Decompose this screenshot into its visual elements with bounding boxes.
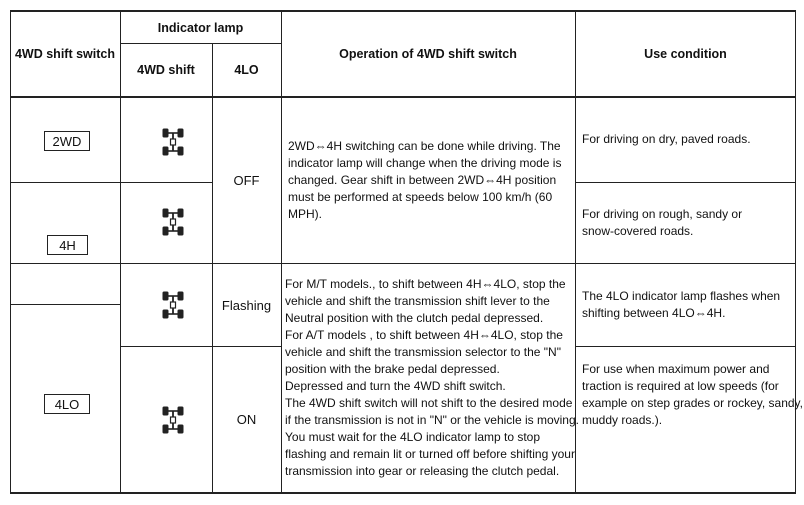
text-line: For driving on dry, paved roads. bbox=[582, 132, 751, 146]
text-line: flashing and remain lit or turned off before shifting your bbox=[285, 447, 575, 461]
header-shift-switch: 4WD shift switch bbox=[14, 47, 115, 61]
text-line: For driving on rough, sandy or bbox=[582, 207, 743, 221]
4wd-shift-table bbox=[10, 10, 804, 494]
text-line: vehicle and shift the transmission shift lever to the bbox=[285, 294, 550, 308]
text-line: muddy roads.). bbox=[582, 413, 663, 427]
use-condition-4h bbox=[575, 183, 796, 263]
use-condition-flashing bbox=[575, 264, 796, 346]
4wd-drivetrain-icon bbox=[161, 207, 185, 237]
row-divider-switch bbox=[10, 304, 120, 305]
text-line: The 4LO indicator lamp flashes when bbox=[582, 289, 781, 303]
header-4wd-shift: 4WD shift bbox=[137, 63, 195, 77]
text-line: if the transmission is not in "N" or the vehicle is moving. bbox=[285, 413, 579, 427]
text-line: You must wait for the 4LO indicator lamp to stop bbox=[285, 430, 541, 444]
text-line: MPH). bbox=[288, 206, 322, 221]
use-condition-2wd-text bbox=[582, 131, 751, 148]
text-line: For A/T models , to shift between 4H⇔4LO, stop the bbox=[285, 328, 563, 342]
operation-4h-4lo-text bbox=[285, 276, 579, 480]
use-condition-4lo bbox=[575, 347, 804, 492]
row-divider-2wd bbox=[10, 182, 212, 183]
text-line: shifting between 4LO⇔4H. bbox=[582, 306, 726, 320]
text-line: position with the brake pedal depressed. bbox=[285, 362, 500, 376]
text-line: The 4WD shift switch will not shift to the desired mode bbox=[285, 396, 573, 410]
lamp-state-off: OFF bbox=[233, 172, 260, 188]
table-border-bottom bbox=[10, 492, 796, 494]
4wd-drivetrain-icon bbox=[161, 127, 185, 157]
text-line: 2WD⇔4H switching can be done while driving. The bbox=[288, 138, 561, 153]
switch-label-2wd: 2WD bbox=[44, 131, 90, 151]
lamp-state-flashing: Flashing bbox=[221, 297, 272, 313]
header-indicator-lamp: Indicator lamp bbox=[157, 20, 244, 35]
use-condition-4lo-text bbox=[582, 361, 803, 429]
switch-label-4h: 4H bbox=[47, 235, 88, 255]
use-condition-2wd bbox=[575, 97, 796, 182]
text-line: indicator lamp will change when the driving mode is bbox=[288, 155, 562, 170]
text-line: transmission into gear or releasing the clutch pedal. bbox=[285, 464, 560, 478]
use-condition-flashing-text bbox=[582, 288, 780, 322]
operation-2wd-4h-text bbox=[288, 138, 561, 223]
operation-2wd-4h bbox=[281, 97, 575, 263]
text-line: For use when maximum power and bbox=[582, 362, 770, 376]
text-line: traction is required at low speeds (for bbox=[582, 379, 779, 393]
text-line: vehicle and shift the transmission selector to the "N" bbox=[285, 345, 561, 359]
text-line: changed. Gear shift in between 2WD⇔4H position bbox=[288, 172, 557, 187]
text-line: Depressed and turn the 4WD shift switch. bbox=[285, 379, 506, 393]
lamp-state-on: ON bbox=[236, 412, 257, 427]
4wd-drivetrain-icon bbox=[161, 405, 185, 435]
use-condition-4h-text bbox=[582, 206, 742, 240]
4wd-drivetrain-icon bbox=[161, 290, 185, 320]
header-use-condition: Use condition bbox=[644, 47, 727, 61]
header-operation: Operation of 4WD shift switch bbox=[339, 47, 517, 61]
text-line: For M/T models., to shift between 4H⇔4LO, stop the bbox=[285, 277, 566, 291]
text-line: Neutral position with the clutch pedal depressed. bbox=[285, 311, 544, 325]
operation-4h-4lo bbox=[281, 264, 579, 492]
text-line: must be performed at speeds below 100 km/h (60 bbox=[288, 189, 553, 204]
text-line: snow-covered roads. bbox=[582, 224, 694, 238]
header-4lo: 4LO bbox=[234, 63, 259, 77]
text-line: example on step grades or rockey, sandy, bbox=[582, 396, 804, 410]
switch-label-4lo: 4LO bbox=[44, 394, 90, 414]
